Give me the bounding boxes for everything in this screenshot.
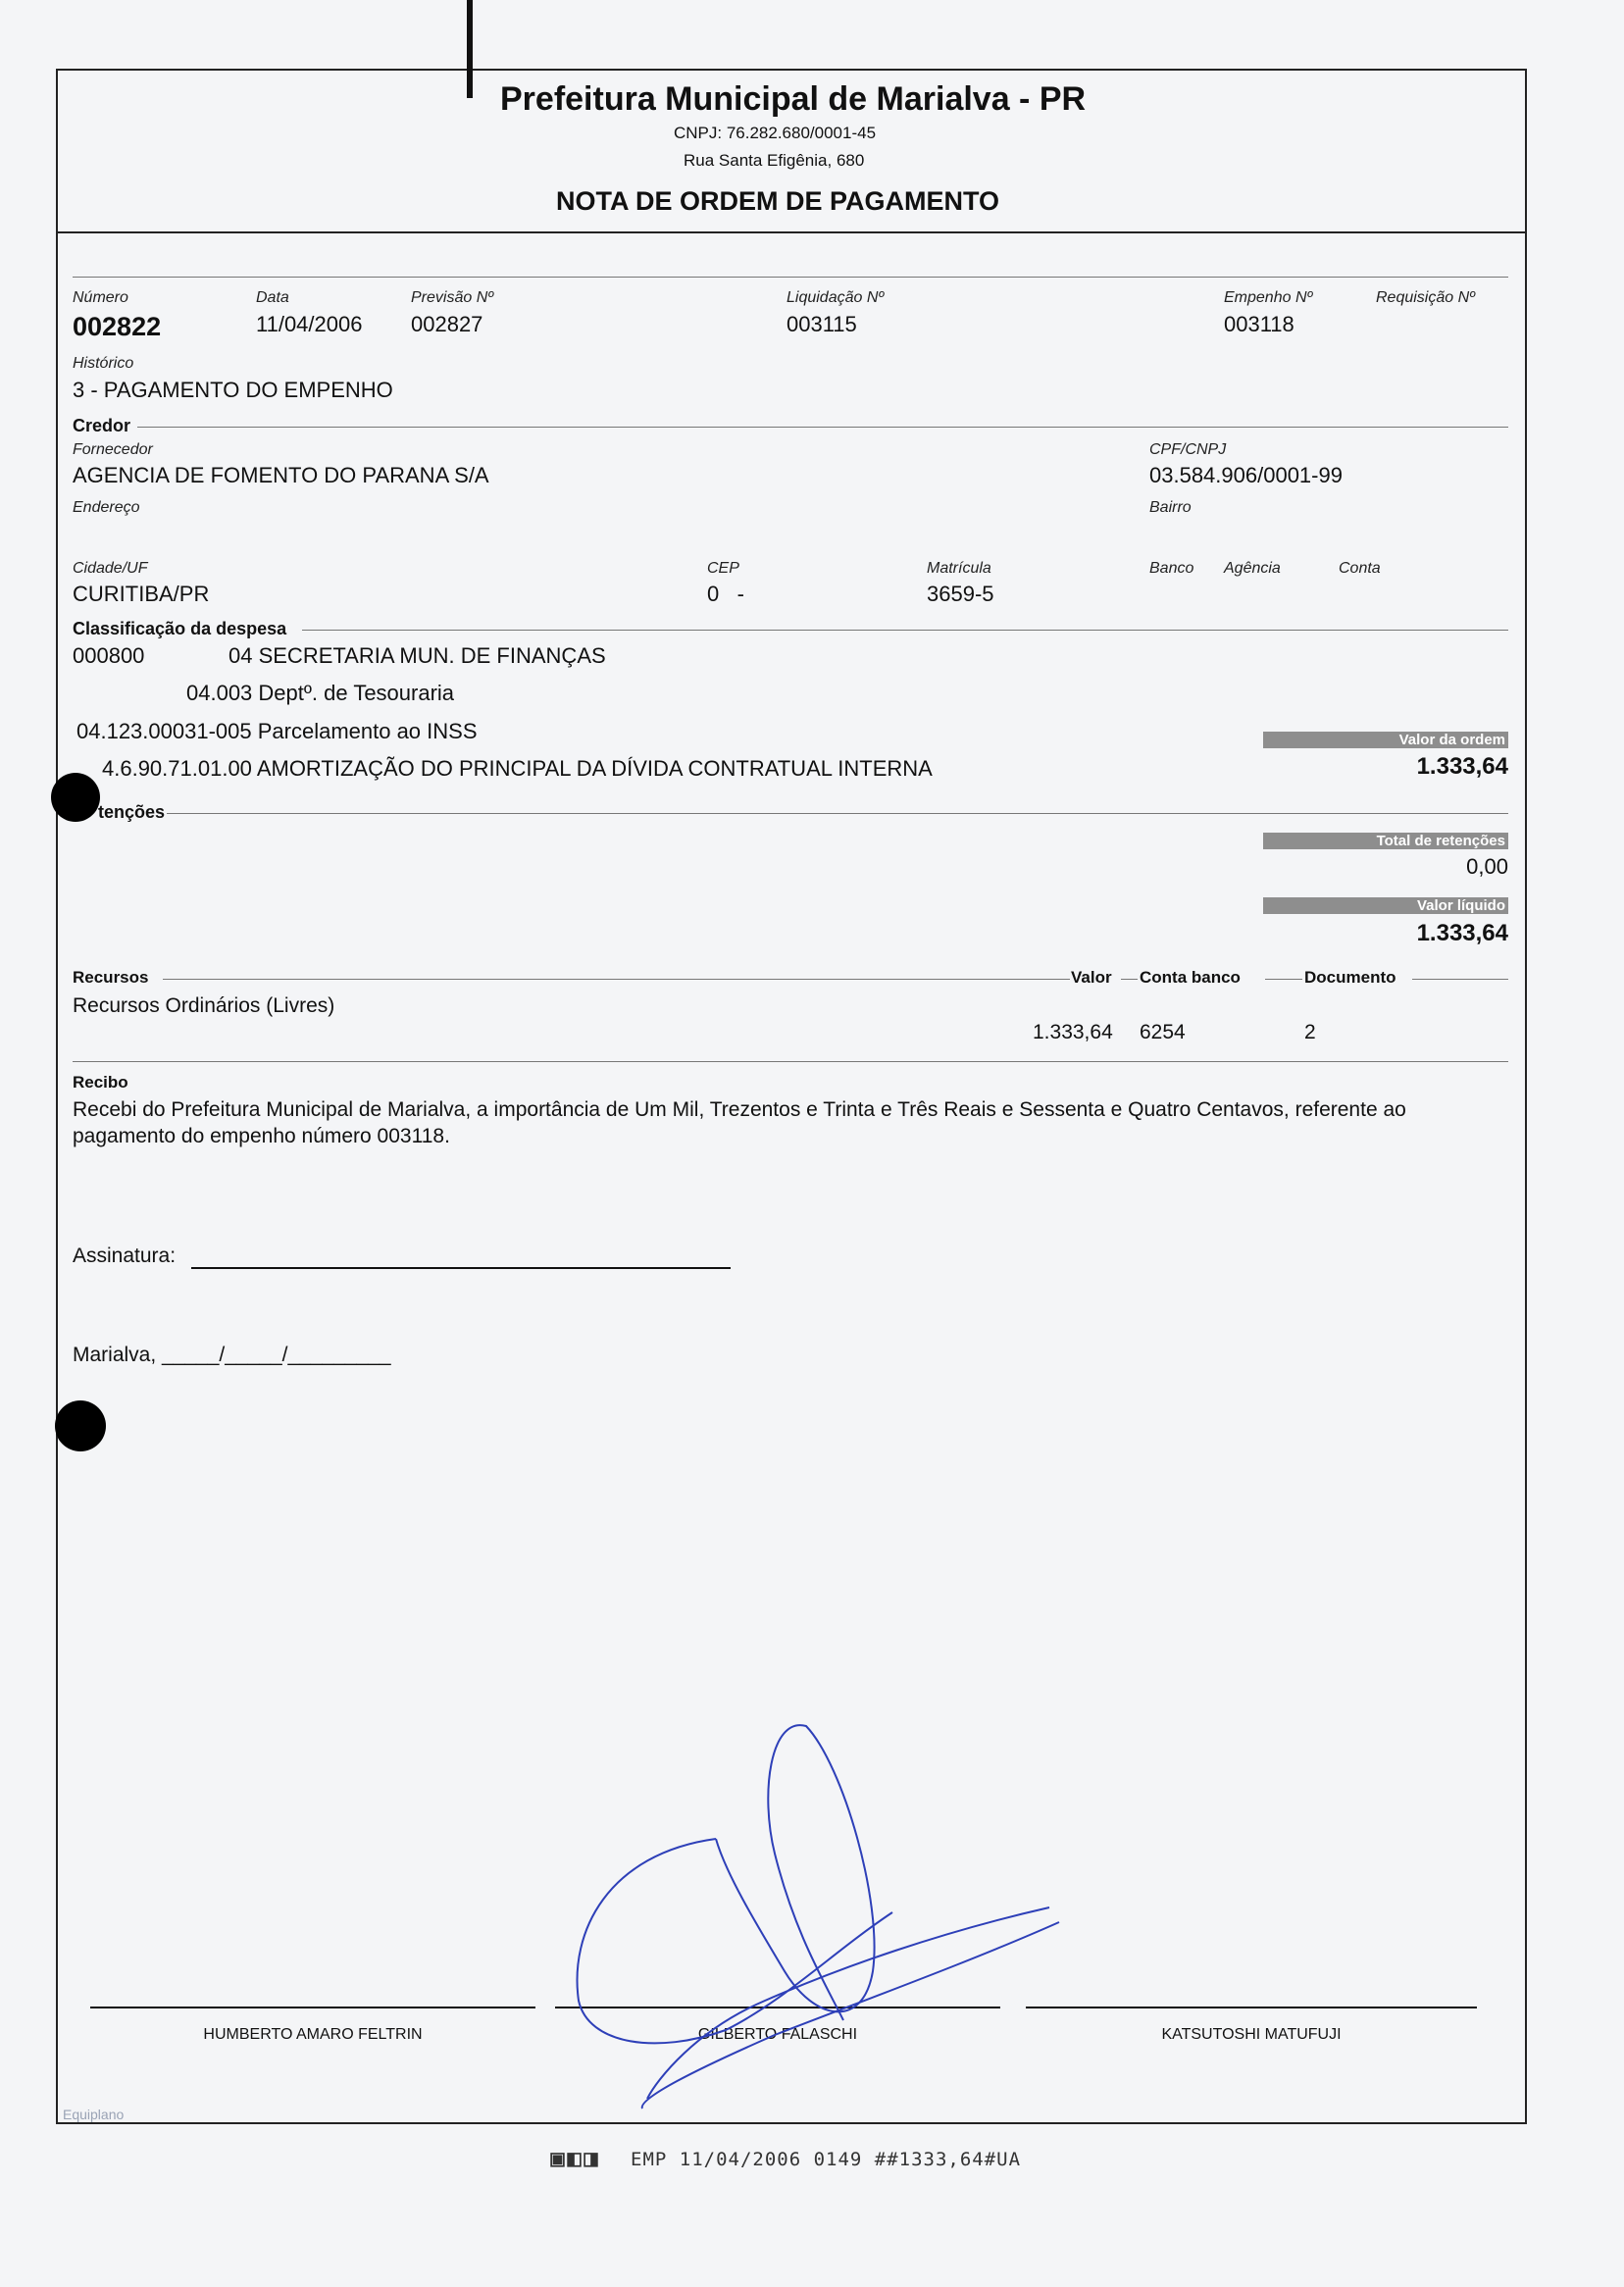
- assinatura-label: Assinatura:: [73, 1245, 177, 1267]
- liquidacao-value: 003115: [787, 312, 857, 336]
- credor-section-label: Credor: [73, 416, 131, 435]
- bairro-label: Bairro: [1149, 499, 1192, 516]
- matricula-label: Matrícula: [927, 560, 991, 577]
- documento-label: Documento: [1304, 968, 1396, 987]
- cpf-label: CPF/CNPJ: [1149, 441, 1227, 458]
- requisicao-label: Requisição Nº: [1376, 289, 1475, 306]
- local-data-label: Marialva, _____/_____/_________: [73, 1344, 391, 1366]
- banco-label: Banco: [1149, 560, 1194, 577]
- historico-label: Histórico: [73, 355, 134, 372]
- punch-hole-bottom: [55, 1400, 106, 1451]
- assinatura-line: [191, 1267, 731, 1269]
- recursos-rule-4: [1412, 979, 1508, 980]
- programa-value: 04.123.00031-005 Parcelamento ao INSS: [76, 719, 478, 743]
- conta-label: Conta: [1339, 560, 1381, 577]
- data-value: 11/04/2006: [256, 312, 363, 336]
- valor-ordem-label: Valor da ordem: [1263, 732, 1508, 748]
- recibo-text: Recebi do Prefeitura Municipal de Marialva, a importância de Um Mil, Trezentos e Trinta e Três Reais e Sessenta e Quatro Centavos, referente ao pagamento do empenho número 003118.: [73, 1098, 1406, 1147]
- top-rule: [73, 277, 1508, 278]
- data-label: Data: [256, 289, 289, 306]
- signature-name-1: HUMBERTO AMARO FELTRIN: [203, 2026, 423, 2043]
- cnpj-text: CNPJ: 76.282.680/0001-45: [674, 124, 877, 142]
- recursos-bottom-rule: [73, 1061, 1508, 1062]
- signature-name-2: GILBERTO FALASCHI: [697, 2026, 858, 2043]
- valor-liquido-value: 1.333,64: [1416, 920, 1508, 946]
- recursos-rule-3: [1265, 979, 1302, 980]
- cidade-value: CURITIBA/PR: [73, 582, 210, 606]
- equiplano-brand: Equiplano: [63, 2107, 125, 2122]
- recursos-conta-banco: 6254: [1140, 1021, 1186, 1043]
- retencoes-rule: [167, 813, 1508, 814]
- recursos-section-label: Recursos: [73, 968, 149, 987]
- total-retencoes-value: 0,00: [1466, 854, 1508, 879]
- cidade-label: Cidade/UF: [73, 560, 148, 577]
- recursos-valor: 1.333,64: [1033, 1021, 1113, 1043]
- fornecedor-value: AGENCIA DE FOMENTO DO PARANA S/A: [73, 463, 489, 487]
- endereco-label: Endereço: [73, 499, 140, 516]
- valor-ordem-value: 1.333,64: [1416, 753, 1508, 780]
- agencia-label: Agência: [1224, 560, 1281, 577]
- header-divider: [56, 231, 1525, 233]
- recursos-documento: 2: [1304, 1021, 1316, 1043]
- scan-mark: [467, 0, 473, 98]
- valor-liquido-label: Valor líquido: [1263, 897, 1508, 914]
- matricula-value: 3659-5: [927, 582, 994, 606]
- address-text: Rua Santa Efigênia, 680: [684, 151, 865, 170]
- departamento-value: 04.003 Deptº. de Tesouraria: [186, 681, 455, 705]
- numero-value: 002822: [73, 312, 162, 341]
- document-title: NOTA DE ORDEM DE PAGAMENTO: [556, 186, 1000, 216]
- recursos-rule-2: [1121, 979, 1138, 980]
- empenho-value: 003118: [1224, 312, 1294, 336]
- recibo-section-label: Recibo: [73, 1073, 128, 1092]
- liquidacao-label: Liquidação Nº: [787, 289, 885, 306]
- credor-rule: [137, 427, 1508, 428]
- classificacao-section-label: Classificação da despesa: [73, 619, 287, 638]
- classificacao-code: 000800: [73, 643, 145, 668]
- retencoes-section-label: tenções: [98, 802, 166, 822]
- recursos-descricao: Recursos Ordinários (Livres): [73, 994, 335, 1017]
- signature-name-3: KATSUTOSHI MATUFUJI: [1161, 2026, 1342, 2043]
- cep-value: 0 -: [707, 582, 744, 606]
- total-retencoes-label: Total de retenções: [1263, 833, 1508, 849]
- conta-banco-label: Conta banco: [1140, 968, 1241, 987]
- elemento-value: 4.6.90.71.01.00 AMORTIZAÇÃO DO PRINCIPAL DA DÍVIDA CONTRATUAL INTERNA: [102, 756, 933, 781]
- bank-stamp-text: EMP 11/04/2006 0149 ##1333,64#UA: [631, 2149, 1022, 2170]
- cpf-value: 03.584.906/0001-99: [1149, 463, 1343, 487]
- classificacao-rule: [302, 630, 1508, 631]
- fornecedor-label: Fornecedor: [73, 441, 153, 458]
- recursos-valor-label: Valor: [1071, 968, 1112, 987]
- previsao-value: 002827: [411, 312, 483, 336]
- handwritten-signature: [549, 1706, 1079, 2118]
- signature-line-3: [1026, 2007, 1477, 2008]
- recursos-rule-1: [163, 979, 1070, 980]
- bank-stamp-mark: ▣◧◨: [549, 2149, 600, 2168]
- numero-label: Número: [73, 289, 128, 306]
- secretaria-value: 04 SECRETARIA MUN. DE FINANÇAS: [228, 643, 606, 668]
- municipality-title: Prefeitura Municipal de Marialva - PR: [500, 80, 1087, 118]
- signature-line-1: [90, 2007, 535, 2008]
- empenho-label: Empenho Nº: [1224, 289, 1313, 306]
- previsao-label: Previsão Nº: [411, 289, 494, 306]
- historico-value: 3 - PAGAMENTO DO EMPENHO: [73, 378, 393, 402]
- cep-label: CEP: [707, 560, 739, 577]
- punch-hole-top: [51, 773, 100, 822]
